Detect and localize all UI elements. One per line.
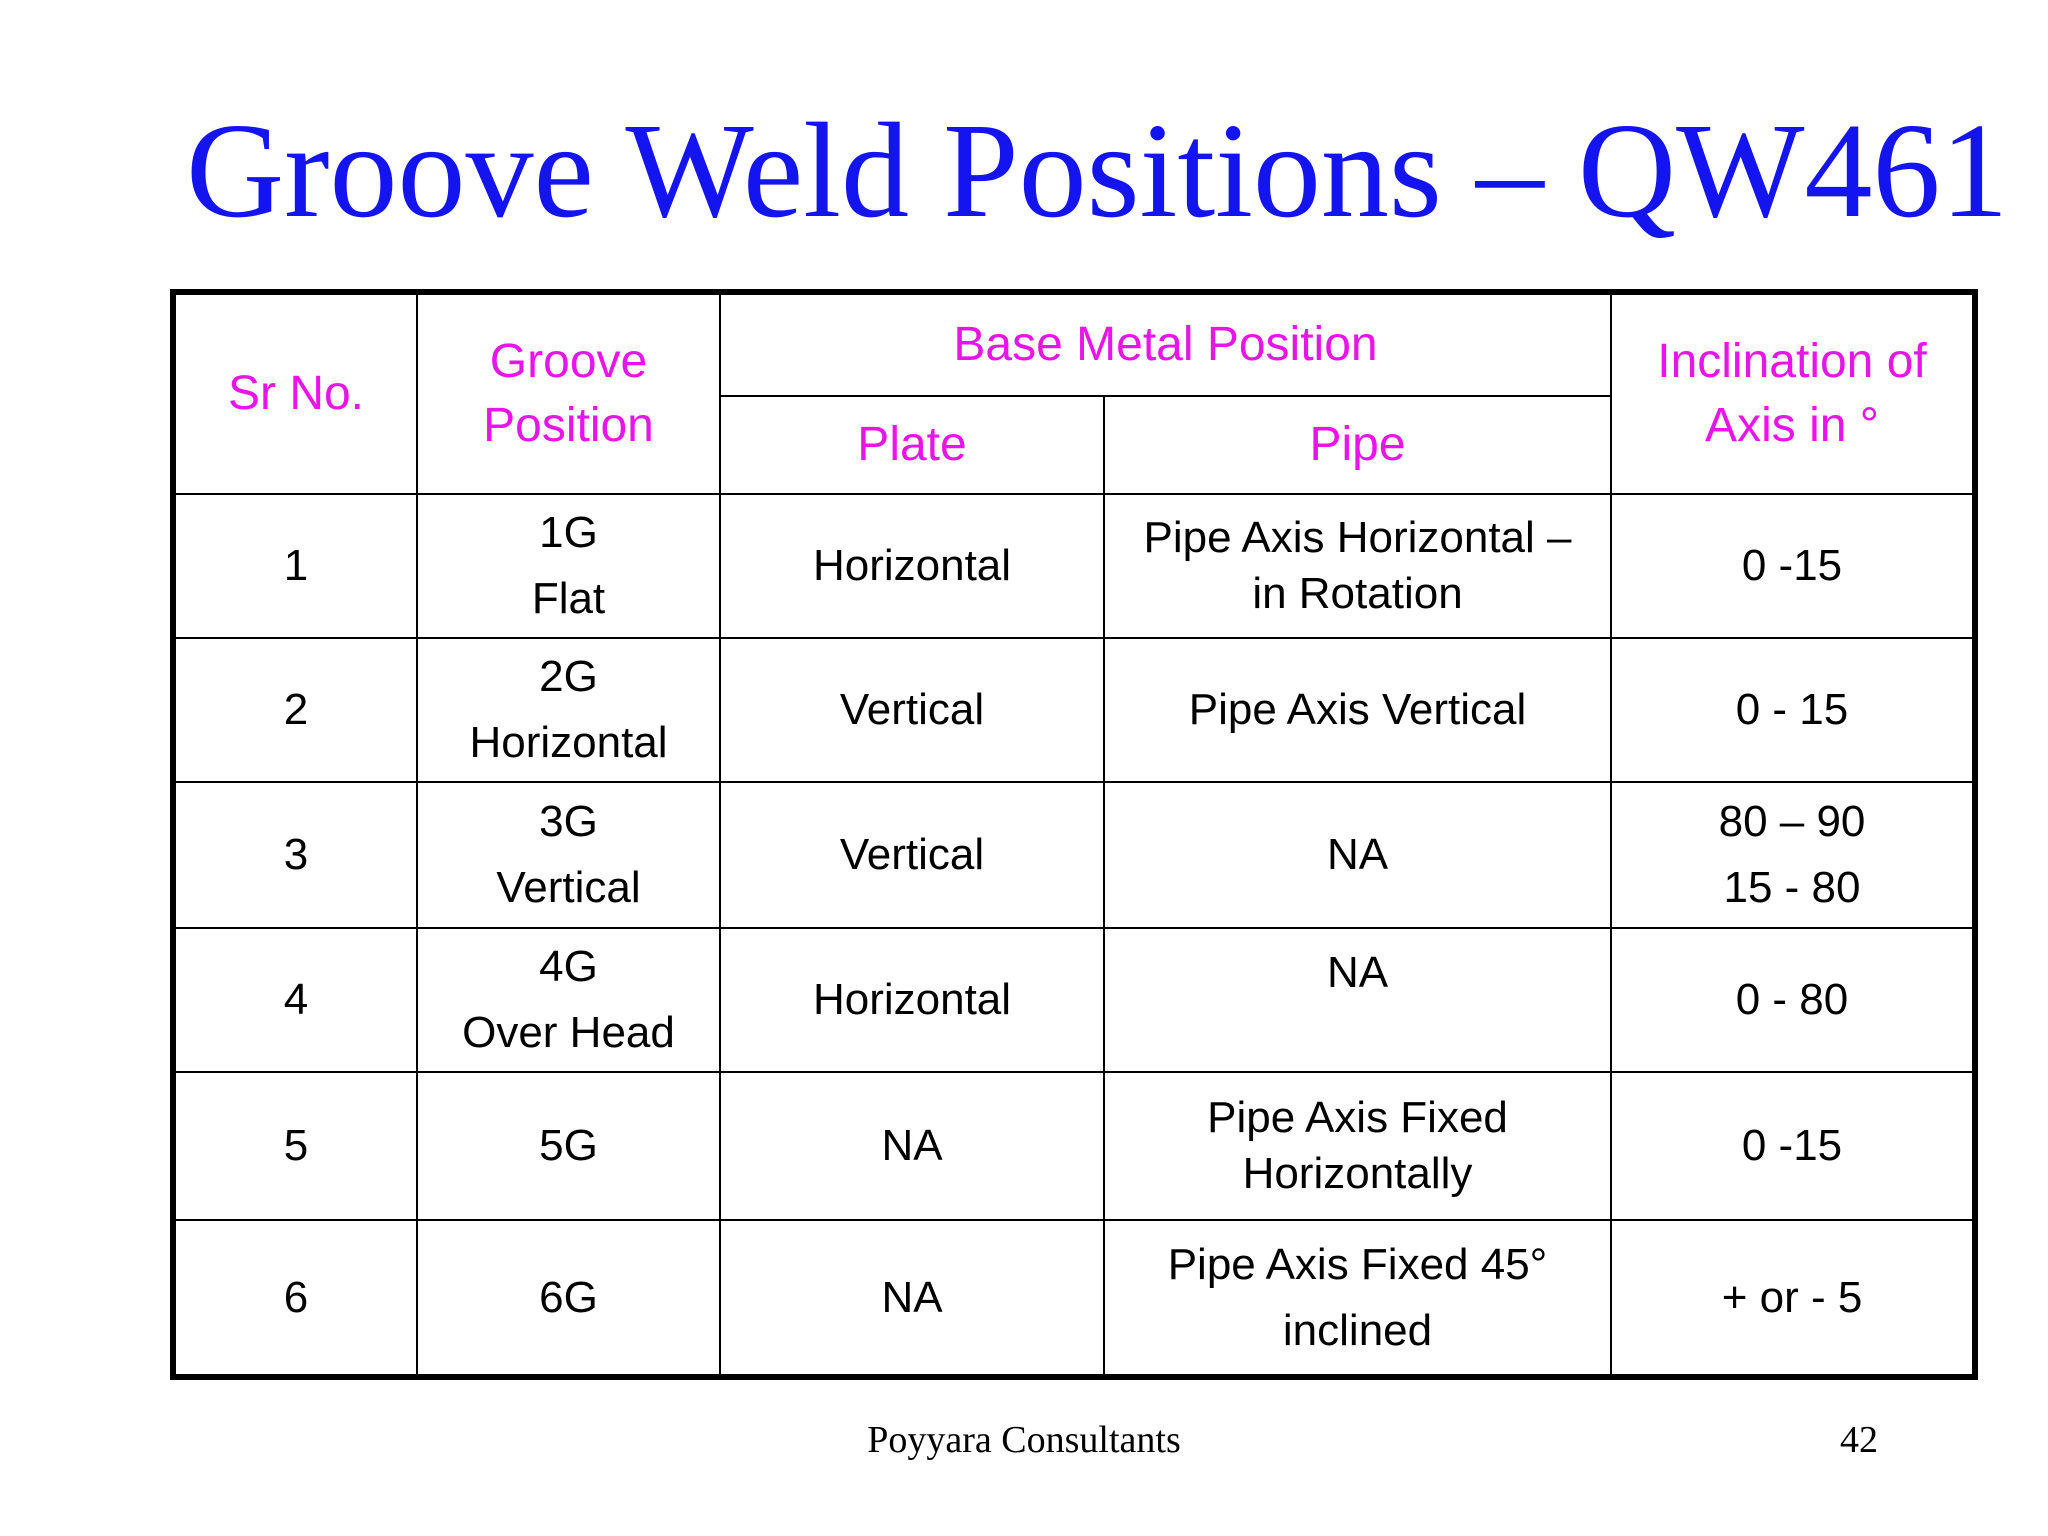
cell-pipe-line: in Rotation [1252, 569, 1463, 618]
header-groove-position [417, 292, 720, 494]
cell-plate: Horizontal [720, 928, 1104, 1072]
slide-title: Groove Weld Positions – QW461 [186, 96, 2009, 246]
cell-inclination [1611, 928, 1975, 1072]
cell-pipe-line: Pipe Axis Vertical [1188, 685, 1527, 734]
page-number: 42 [1840, 1419, 1878, 1461]
cell-groove-line: Vertical [496, 863, 641, 912]
table-row [173, 782, 1975, 928]
cell-pipe-line: Pipe Axis Fixed 45° [1167, 1239, 1548, 1289]
cell-pipe-line: NA [1326, 948, 1389, 997]
table-row [173, 1072, 1975, 1220]
table-row [173, 1220, 1975, 1377]
cell-inclination-line: 80 – 90 [1718, 797, 1866, 846]
cell-sr: 3 [173, 782, 417, 928]
cell-inclination-line: 0 -15 [1741, 1121, 1843, 1170]
header-inclination-line-1: Inclination of [1657, 335, 1927, 388]
header-inclination-line-2: Axis in ° [1705, 399, 1879, 452]
cell-groove-line: 4G [539, 942, 598, 991]
cell-groove-line: Horizontal [469, 718, 668, 767]
cell-pipe-line: Pipe Axis Horizontal – [1143, 513, 1572, 562]
table-row [173, 494, 1975, 638]
header-sr-no: Sr No. [173, 292, 417, 494]
cell-pipe-line: inclined [1282, 1305, 1433, 1355]
cell-pipe [1104, 1072, 1611, 1220]
cell-pipe [1104, 782, 1611, 928]
cell-plate: NA [720, 1220, 1104, 1377]
cell-inclination [1611, 1072, 1975, 1220]
header-pipe: Pipe [1104, 396, 1611, 494]
cell-inclination [1611, 782, 1975, 928]
cell-inclination [1611, 638, 1975, 782]
cell-groove [417, 494, 720, 638]
cell-plate: Vertical [720, 638, 1104, 782]
cell-inclination-line: 0 - 15 [1735, 685, 1849, 734]
groove-weld-positions-table [170, 289, 1978, 1380]
cell-sr: 6 [173, 1220, 417, 1377]
cell-plate: NA [720, 1072, 1104, 1220]
cell-pipe [1104, 1220, 1611, 1377]
cell-groove [417, 638, 720, 782]
cell-pipe [1104, 928, 1611, 1072]
cell-inclination-line: 0 -15 [1741, 541, 1843, 590]
cell-inclination [1611, 494, 1975, 638]
cell-pipe-line: Horizontally [1242, 1149, 1473, 1198]
cell-pipe-line: Pipe Axis Fixed [1207, 1093, 1508, 1142]
cell-pipe [1104, 494, 1611, 638]
header-inclination [1611, 292, 1975, 494]
table-row [173, 638, 1975, 782]
cell-inclination-line: + or - 5 [1721, 1272, 1863, 1322]
header-base-metal-position: Base Metal Position [720, 292, 1611, 396]
cell-groove [417, 1072, 720, 1220]
cell-sr: 4 [173, 928, 417, 1072]
cell-groove-line: 1G [539, 508, 598, 557]
cell-groove-line: 3G [539, 797, 598, 846]
cell-groove [417, 1220, 720, 1377]
cell-inclination [1611, 1220, 1975, 1377]
cell-groove-line: Over Head [462, 1008, 675, 1057]
table-body [173, 494, 1975, 1377]
cell-groove-line: 2G [539, 652, 598, 701]
cell-inclination-line: 0 - 80 [1735, 975, 1849, 1024]
cell-pipe-line: NA [1326, 830, 1389, 879]
cell-sr: 2 [173, 638, 417, 782]
cell-sr: 1 [173, 494, 417, 638]
cell-sr: 5 [173, 1072, 417, 1220]
cell-pipe [1104, 638, 1611, 782]
cell-groove [417, 928, 720, 1072]
header-groove-position-line-1: Groove [489, 335, 648, 388]
cell-groove-line: 5G [539, 1121, 598, 1170]
cell-plate: Horizontal [720, 494, 1104, 638]
cell-plate: Vertical [720, 782, 1104, 928]
cell-groove-line: 6G [539, 1272, 598, 1322]
cell-groove-line: Flat [531, 574, 606, 623]
footer-company: Poyyara Consultants [867, 1419, 1181, 1461]
header-plate: Plate [720, 396, 1104, 494]
table-row [173, 928, 1975, 1072]
cell-groove [417, 782, 720, 928]
cell-inclination-line: 15 - 80 [1723, 863, 1861, 912]
header-groove-position-line-2: Position [483, 399, 654, 452]
